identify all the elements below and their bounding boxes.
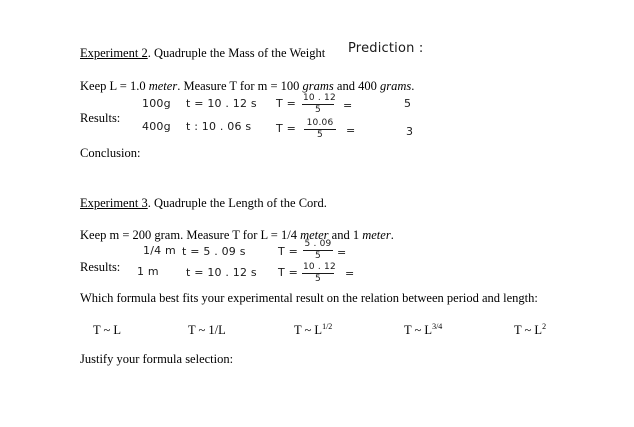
exp3-question: Which formula best fits your experimental result on the relation between period and length: (80, 291, 538, 305)
exp3-row2-eq: = (345, 267, 355, 280)
exp3-row1-T: T = (278, 245, 299, 258)
exp3-keep-prefix: Keep m = 200 gram. Measure T for L = 1/4 (80, 228, 301, 242)
exp2-row1-fraction (302, 94, 334, 115)
exp3-row2-T: T = (278, 266, 299, 279)
exp3-row1-time: t = 5 . 09 s (182, 245, 246, 258)
formula-option-1 (93, 323, 121, 337)
formula-option-1-base: T ~ L (93, 323, 122, 337)
exp3-row1-den: 5 (315, 251, 321, 261)
exp2-prediction-note: Prediction : (348, 41, 424, 56)
exp2-keep-grams1: grams (302, 79, 334, 93)
formula-option-4-base: T ~ L (404, 323, 433, 337)
exp3-keep-meter1: meter (300, 228, 329, 242)
formula-option-5-base: T ~ L (514, 323, 543, 337)
exp2-keep-prefix: Keep L = 1.0 (80, 79, 149, 93)
exp2-row1-time: t = 10 . 12 s (186, 97, 257, 110)
exp3-title-rest: . Quadruple the Length of the Cord. (147, 196, 327, 210)
exp2-keep-grams2: grams (379, 79, 412, 93)
exp2-row2-extra: 3 (406, 125, 414, 138)
exp2-results-label: Results: (80, 111, 121, 125)
exp2-keep-end: . (411, 79, 415, 93)
formula-option-2 (188, 323, 226, 337)
exp2-row2-den: 5 (317, 130, 323, 140)
exp2-row1-extra: 5 (404, 97, 412, 110)
exp3-row1-num: 5 . 09 (304, 239, 332, 249)
exp2-row1-num: 10 . 12 (303, 93, 336, 103)
exp2-row2-num: 10.06 (304, 119, 336, 130)
formula-option-2-base: T ~ 1/L (188, 323, 226, 337)
formula-option-3-exp: 1/2 (322, 322, 333, 331)
exp2-title (80, 47, 325, 60)
exp2-keep-and: and 400 (333, 79, 380, 93)
exp3-title (80, 197, 327, 210)
exp3-title-label: Experiment 3 (80, 196, 148, 210)
exp3-row2-time: t = 10 . 12 s (186, 266, 257, 279)
exp3-keep-meter2: meter (362, 228, 391, 242)
formula-option-3-base: T ~ L (294, 323, 323, 337)
exp2-title-label: Experiment 2 (80, 46, 148, 60)
exp3-justify-label: Justify your formula selection: (80, 352, 234, 366)
exp3-row2-den: 5 (315, 274, 321, 284)
exp3-row2-length: 1 m (137, 265, 159, 278)
exp2-row2-T: T = (276, 122, 297, 135)
exp2-row2-time: t : 10 . 06 s (186, 120, 252, 133)
exp3-row1-length: 1/4 m (143, 244, 176, 257)
exp3-instructions (80, 229, 394, 242)
exp3-row2-fraction (302, 263, 334, 284)
exp3-results-label: Results: (80, 260, 121, 274)
exp2-row2-fraction (304, 119, 336, 140)
exp2-row1-T: T = (276, 97, 297, 110)
exp2-row2-mass: 400g (142, 120, 171, 133)
exp2-keep-mid: . Measure T for m = 100 (177, 79, 303, 93)
exp3-keep-and: and 1 (328, 228, 363, 242)
formula-option-3 (294, 323, 332, 337)
exp3-row1-fraction (303, 240, 333, 261)
exp2-title-rest: . Quadruple the Mass of the Weight (147, 46, 326, 60)
exp2-conclusion-label: Conclusion: (80, 146, 141, 160)
exp2-keep-meter: meter (148, 79, 178, 93)
exp2-instructions (80, 80, 414, 93)
exp2-row1-eq: = (343, 99, 353, 112)
exp3-row1-eq: = (337, 246, 347, 259)
exp2-row1-den: 5 (315, 105, 321, 115)
formula-option-4-exp: 3/4 (432, 322, 443, 331)
exp2-row1-mass: 100g (142, 97, 171, 110)
exp3-row2-num: 10 . 12 (303, 262, 336, 272)
formula-option-5 (514, 323, 546, 337)
exp3-keep-end: . (390, 228, 394, 242)
formula-option-5-exp: 2 (542, 322, 547, 331)
exp2-row2-eq: = (346, 124, 356, 137)
formula-option-4 (404, 323, 442, 337)
